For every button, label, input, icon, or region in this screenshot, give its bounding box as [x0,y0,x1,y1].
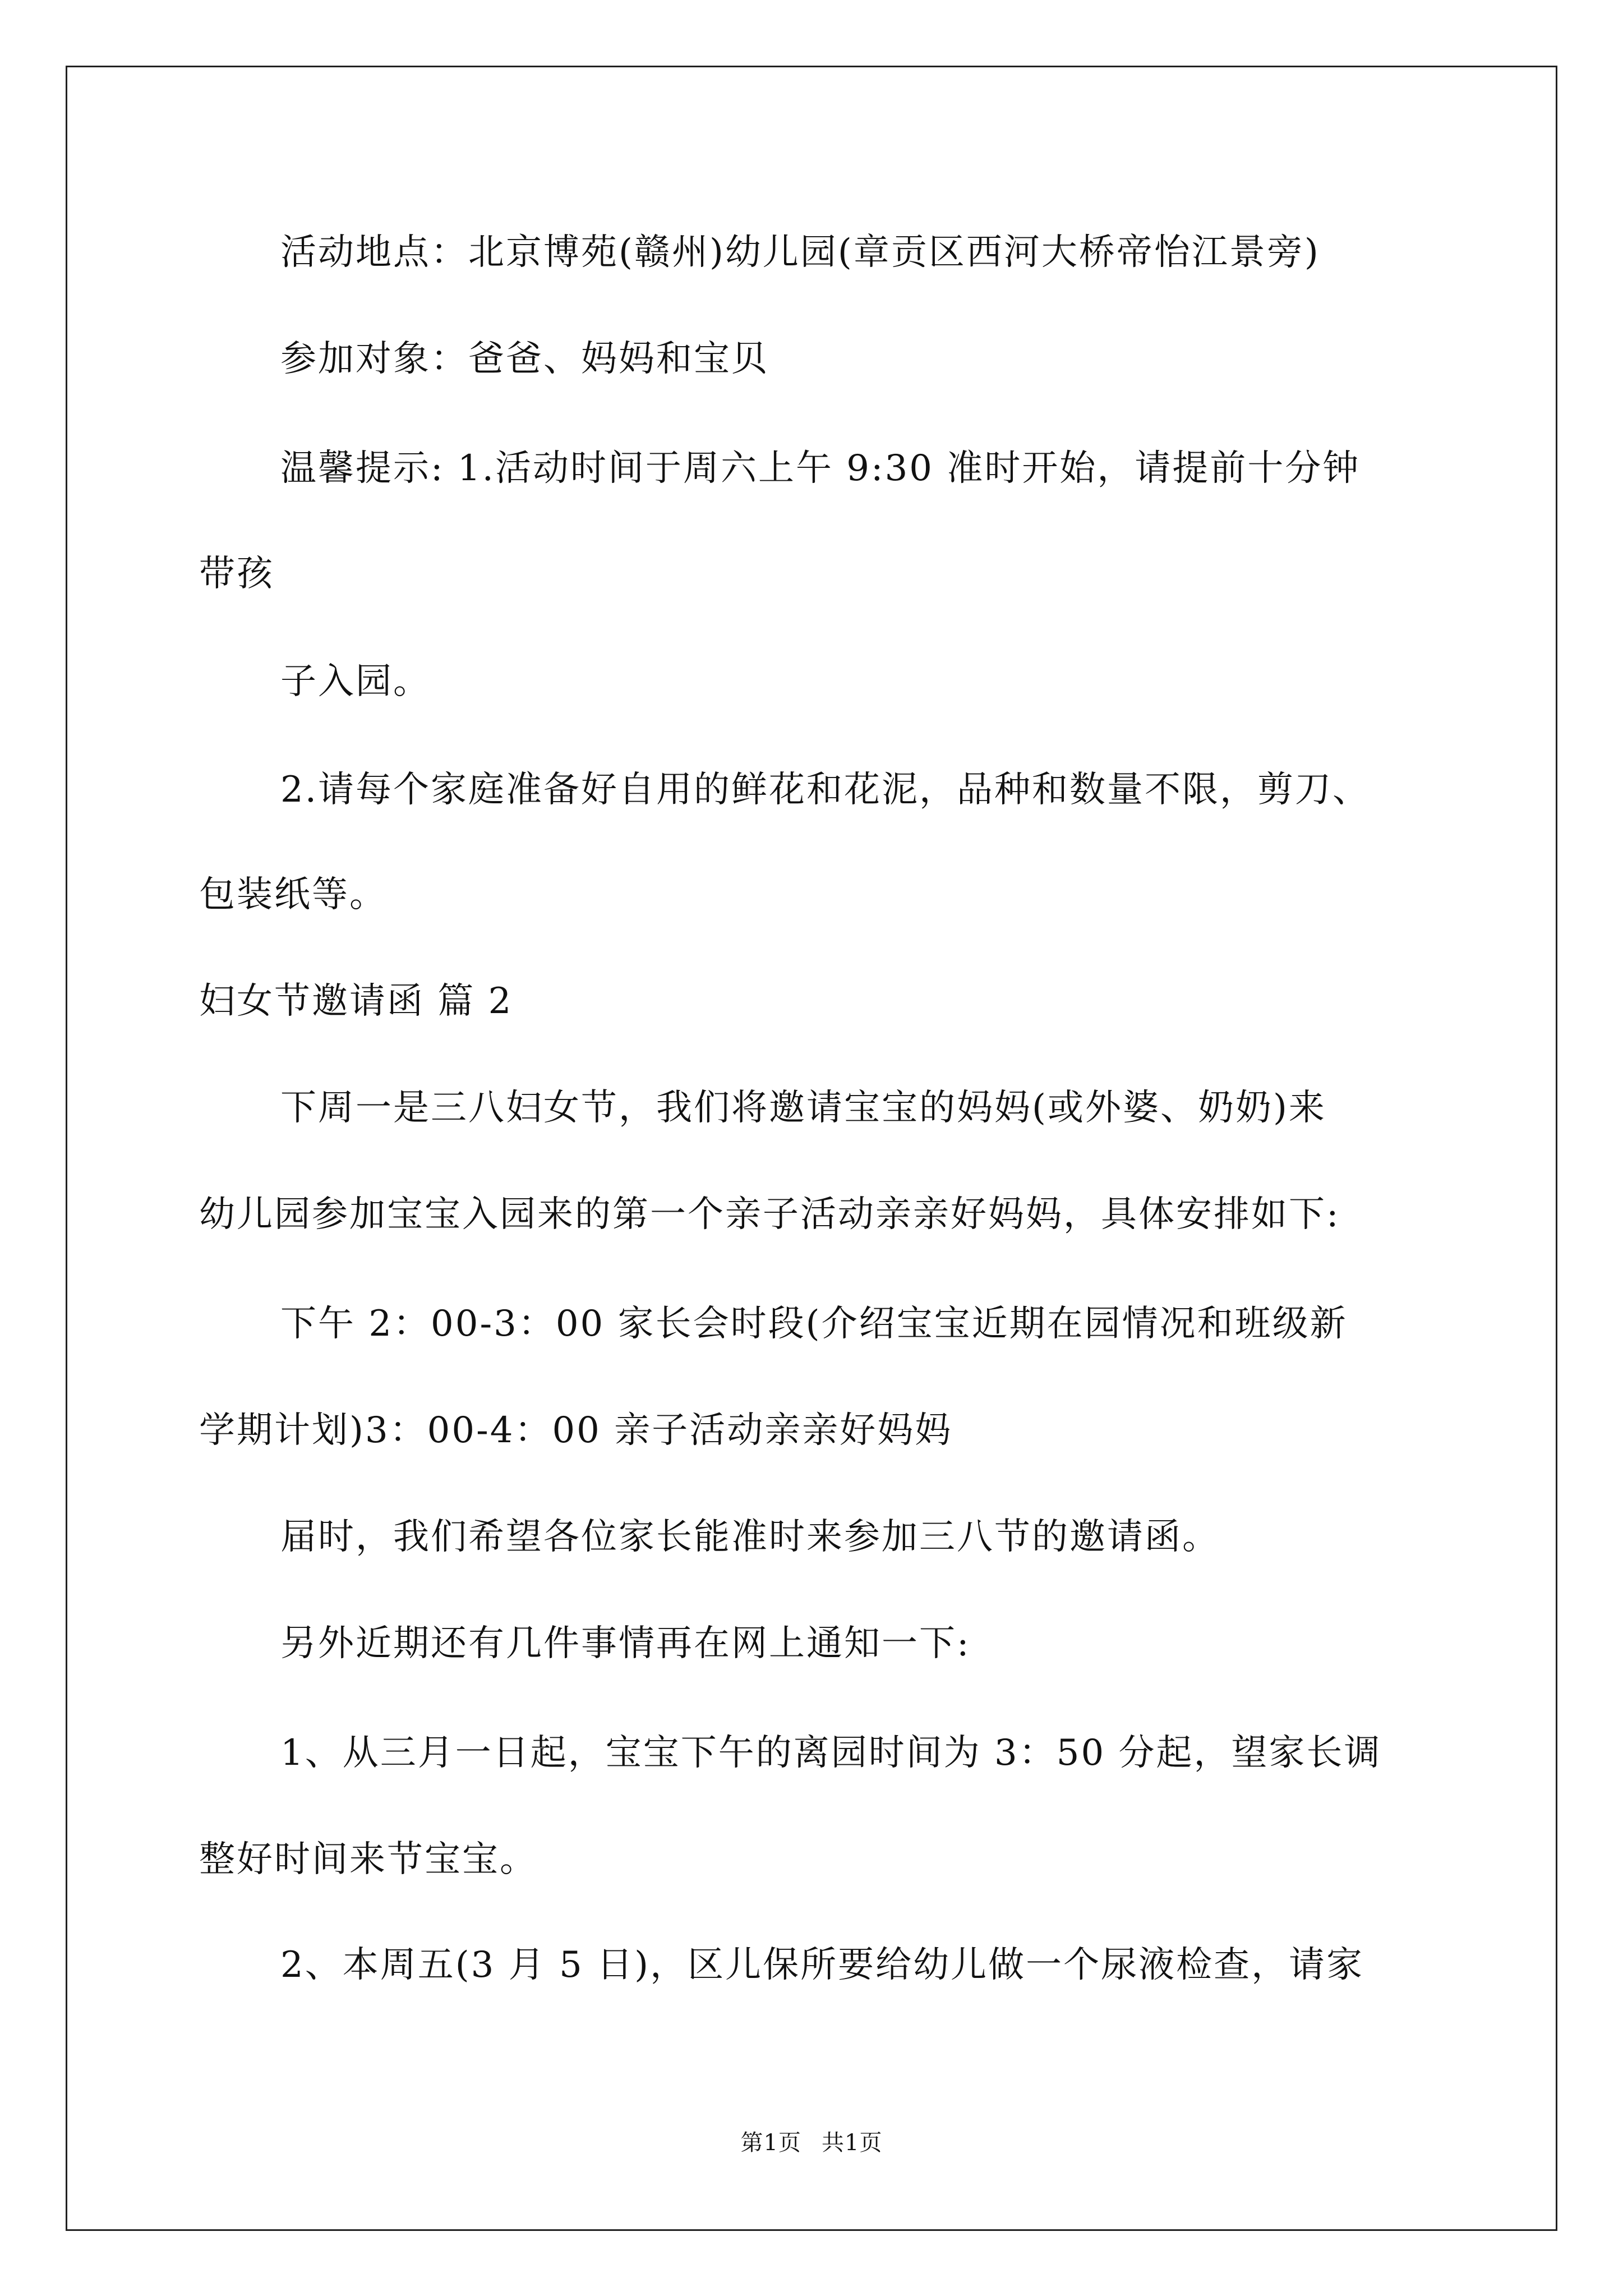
text-line: 2、本周五(3 月 5 日)，区儿保所要给幼儿做一个尿液检查，请家 [280,1944,1364,1986]
text-line: 幼儿园参加宝宝入园来的第一个亲子活动亲亲好妈妈，具体安排如下: [199,1194,1340,1235]
page-number: 第1页 [740,2130,801,2156]
text-line: 子入园。 [280,661,431,702]
text-line: 包装纸等。 [199,874,387,915]
page-total: 共1页 [822,2130,883,2156]
text-line: 届时，我们希望各位家长能准时来参加三八节的邀请函。 [280,1516,1220,1558]
text-line: 学期计划)3：00-4：00 亲子活动亲亲好妈妈 [199,1410,953,1451]
page-border [66,66,1557,2231]
text-line: 2.请每个家庭准备好自用的鲜花和花泥，品种和数量不限，剪刀、 [280,769,1371,811]
text-line: 参加对象：爸爸、妈妈和宝贝 [280,338,769,380]
text-line: 下周一是三八妇女节，我们将邀请宝宝的妈妈(或外婆、奶奶)来 [280,1087,1326,1129]
text-line: 另外近期还有几件事情再在网上通知一下: [280,1623,971,1664]
page-footer [0,2129,1623,2157]
section-heading: 妇女节邀请函 篇 2 [199,981,513,1022]
text-line: 整好时间来节宝宝。 [199,1839,537,1880]
text-line: 1、从三月一日起，宝宝下午的离园时间为 3：50 分起，望家长调 [280,1732,1382,1774]
text-line: 温馨提示: 1.活动时间于周六上午 9:30 准时开始，请提前十分钟 [280,448,1361,489]
text-line: 活动地点：北京博苑(赣州)幼儿园(章贡区西河大桥帝怡江景旁) [280,232,1320,273]
text-line: 带孩 [199,553,274,595]
text-line: 下午 2：00-3：00 家长会时段(介绍宝宝近期在园情况和班级新 [280,1303,1348,1345]
